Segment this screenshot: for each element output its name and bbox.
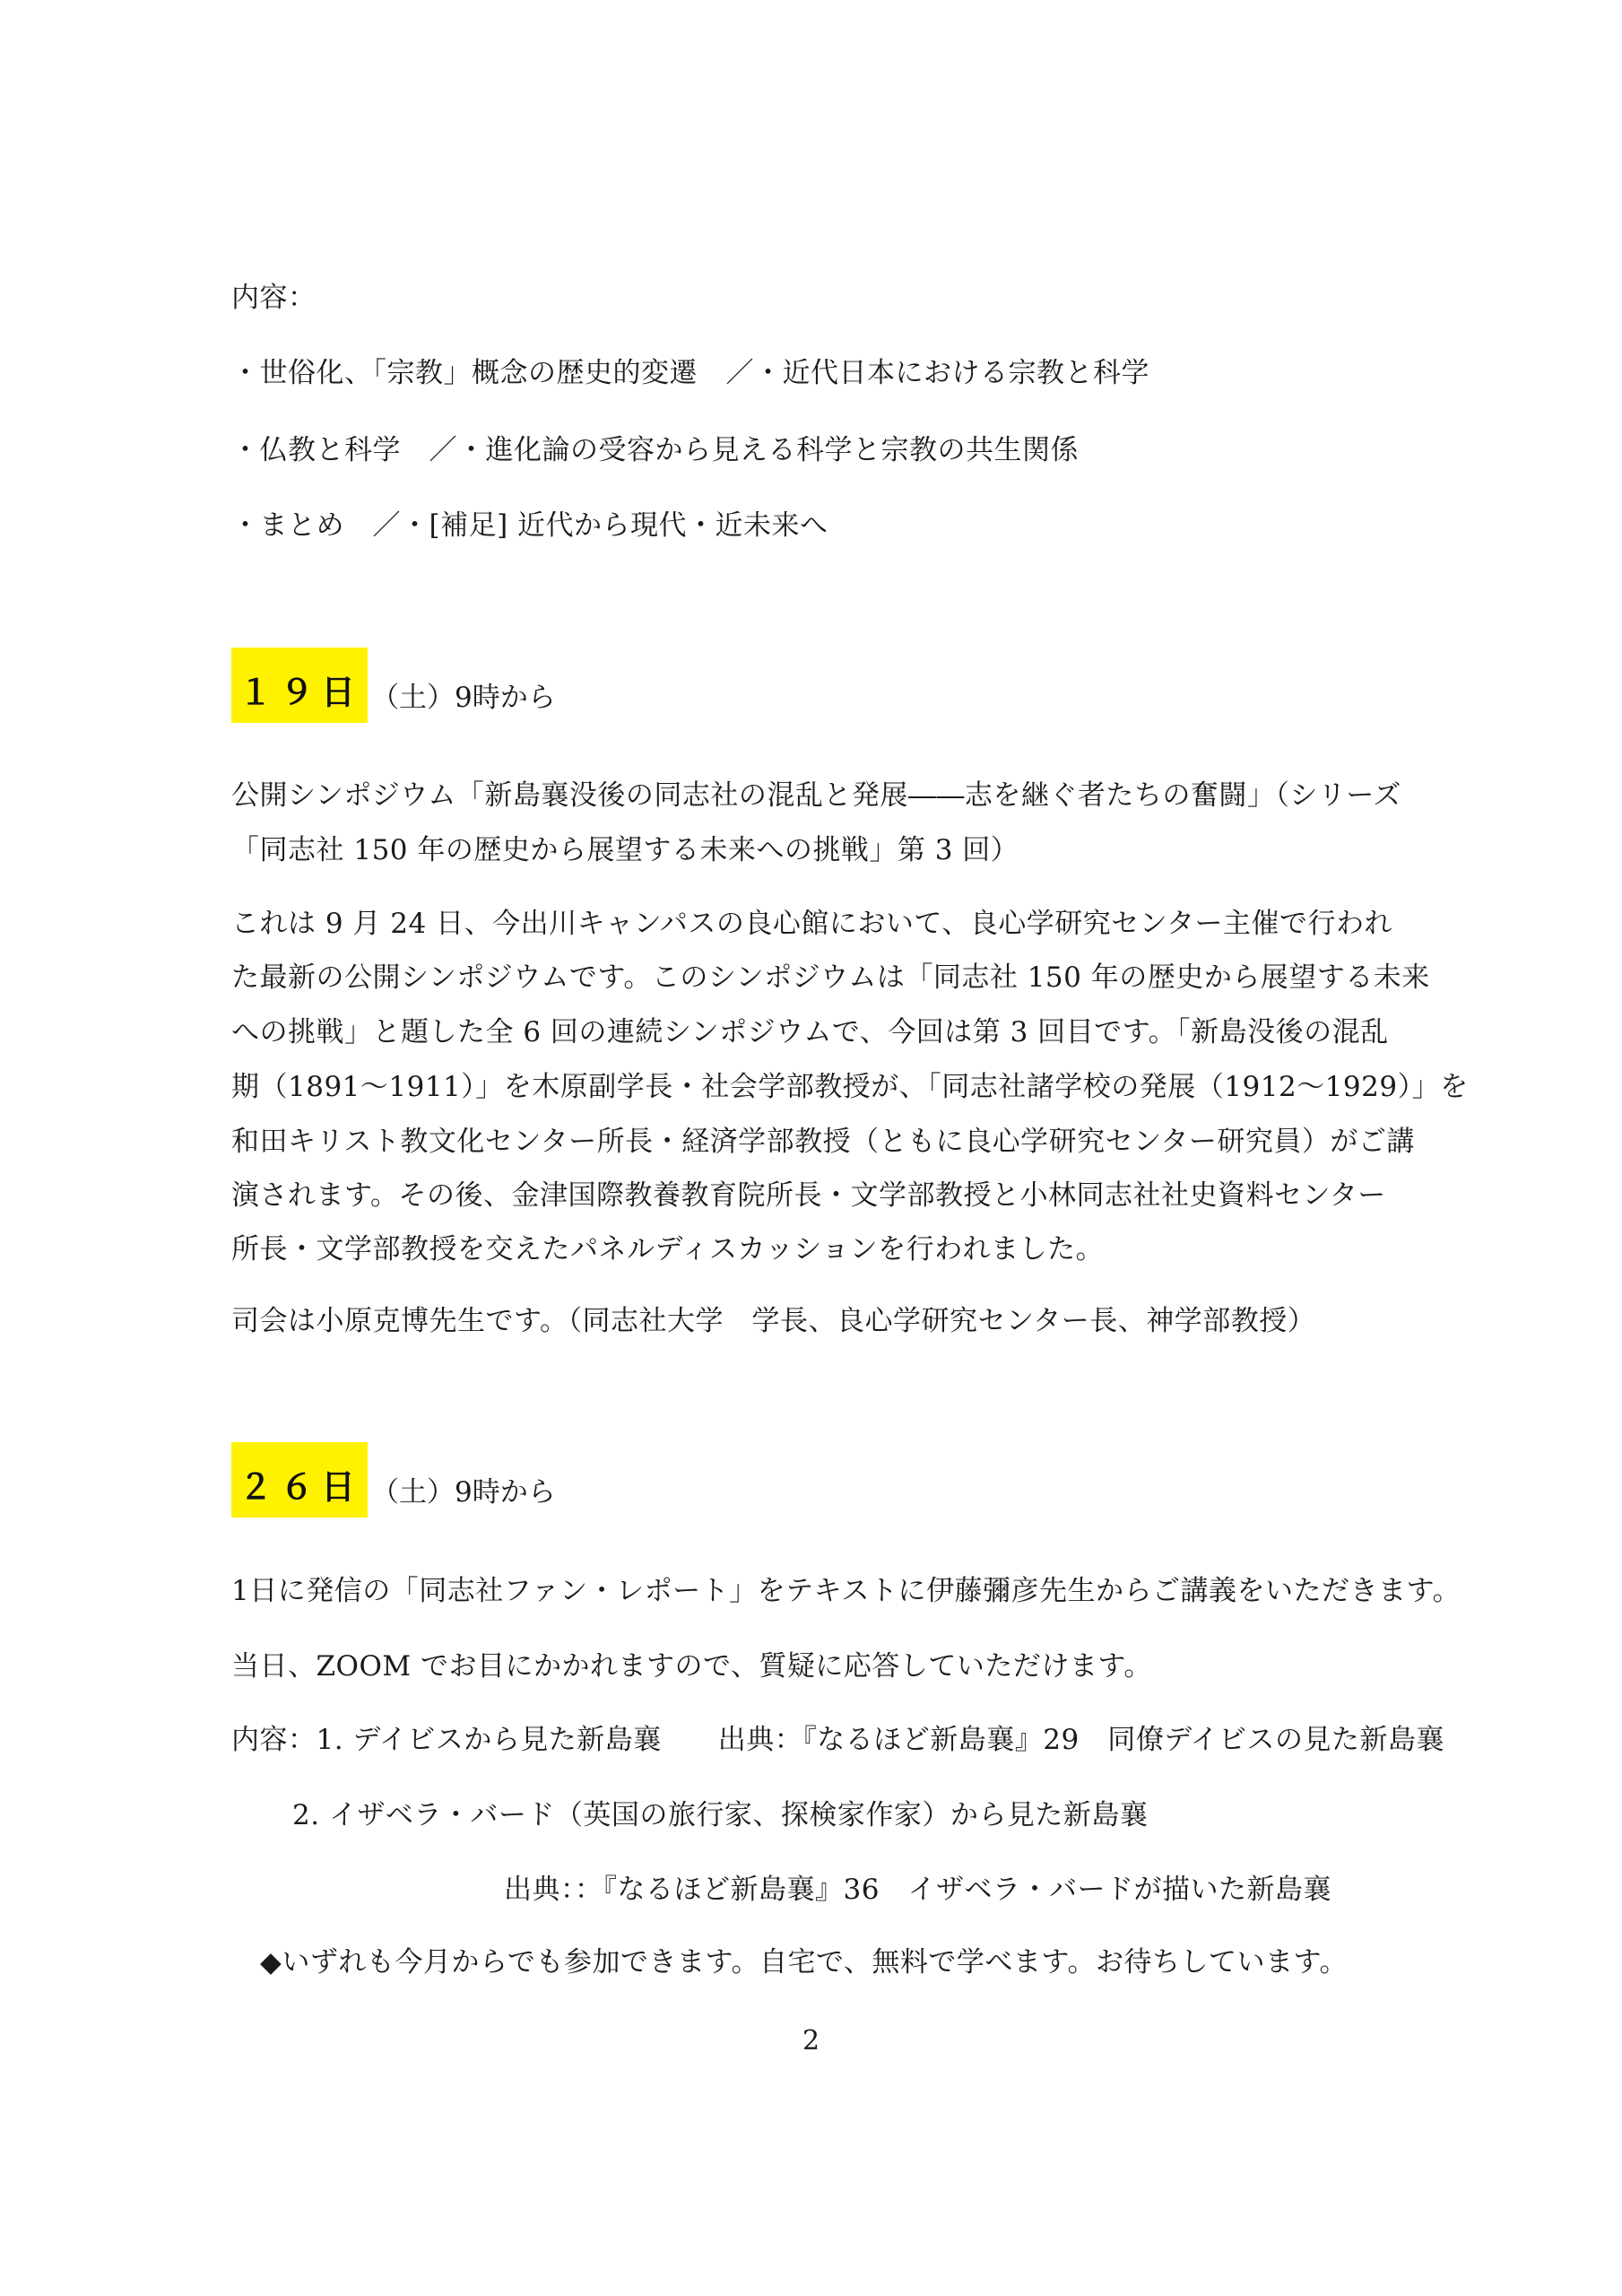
contents-item: ・まとめ ／・[補足] 近代から現代・近未来へ	[231, 509, 828, 542]
lecture-source: 出典：：『なるほど新島襄』36 イザベラ・バードが描いた新島襄	[504, 1874, 1331, 1906]
date-suffix: （土）9時から	[371, 1476, 556, 1509]
date-highlight: ２６日	[231, 1442, 368, 1518]
symposium-body: 期（1891～1911）」を木原副学長・社会学部教授が、「同志社諸学校の発展（1912～1929）」を	[231, 1071, 1469, 1103]
symposium-body: 和田キリスト教文化センター所長・経済学部教授（ともに良心学研究センター研究員）がご講	[231, 1126, 1415, 1158]
lecture-line: 1日に発信の「同志社ファン・レポート」をテキストに伊藤彌彦先生からご講義をいただきます。	[231, 1575, 1461, 1607]
symposium-body: これは 9 月 24 日、今出川キャンパスの良心館において、良心学研究センター主催で行われ	[231, 908, 1393, 940]
moderator-line: 司会は小原克博先生です。（同志社大学 学長、良心学研究センター長、神学部教授）	[231, 1305, 1316, 1337]
symposium-body: への挑戦」と題した全 6 回の連続シンポジウムで、今回は第 3 回目です。「新島没後の混乱	[231, 1016, 1389, 1048]
symposium-body: 所長・文学部教授を交えたパネルディスカッションを行われました。	[231, 1233, 1105, 1265]
lecture-line: 内容：1. デイビスから見た新島襄 出典：『なるほど新島襄』29 同僚デイビスの見た新島襄	[231, 1724, 1445, 1756]
closing-note: ◆いずれも今月からでも参加できます。自宅で、無料で学べます。お待ちしています。	[260, 1946, 1348, 1979]
page-number: 2	[802, 2025, 820, 2057]
date-highlight: １９日	[231, 648, 368, 723]
contents-item: ・世俗化、「宗教」概念の歴史的変遷 ／・近代日本における宗教と科学	[231, 357, 1149, 389]
session-26-date	[231, 1442, 556, 1518]
session-19-date	[231, 648, 556, 723]
date-suffix: （土）9時から	[371, 682, 556, 714]
symposium-title: 「同志社 150 年の歴史から展望する未来への挑戦」第 3 回）	[231, 834, 1019, 866]
lecture-line: 当日、ZOOM でお目にかかれますので、質疑に応答していただけます。	[231, 1650, 1152, 1683]
symposium-title: 公開シンポジウム「新島襄没後の同志社の混乱と発展――志を継ぐ者たちの奮闘」（シリーズ	[231, 779, 1401, 812]
symposium-body: た最新の公開シンポジウムです。このシンポジウムは「同志社 150 年の歴史から展望する未来	[231, 961, 1430, 994]
contents-item: ・仏教と科学 ／・進化論の受容から見える科学と宗教の共生関係	[231, 434, 1079, 466]
lecture-line: 2. イザベラ・バード（英国の旅行家、探検家作家）から見た新島襄	[292, 1799, 1149, 1831]
symposium-body: 演されます。その後、金津国際教養教育院所長・文学部教授と小林同志社社史資料センター	[231, 1179, 1386, 1212]
contents-heading: 内容：	[231, 282, 317, 314]
